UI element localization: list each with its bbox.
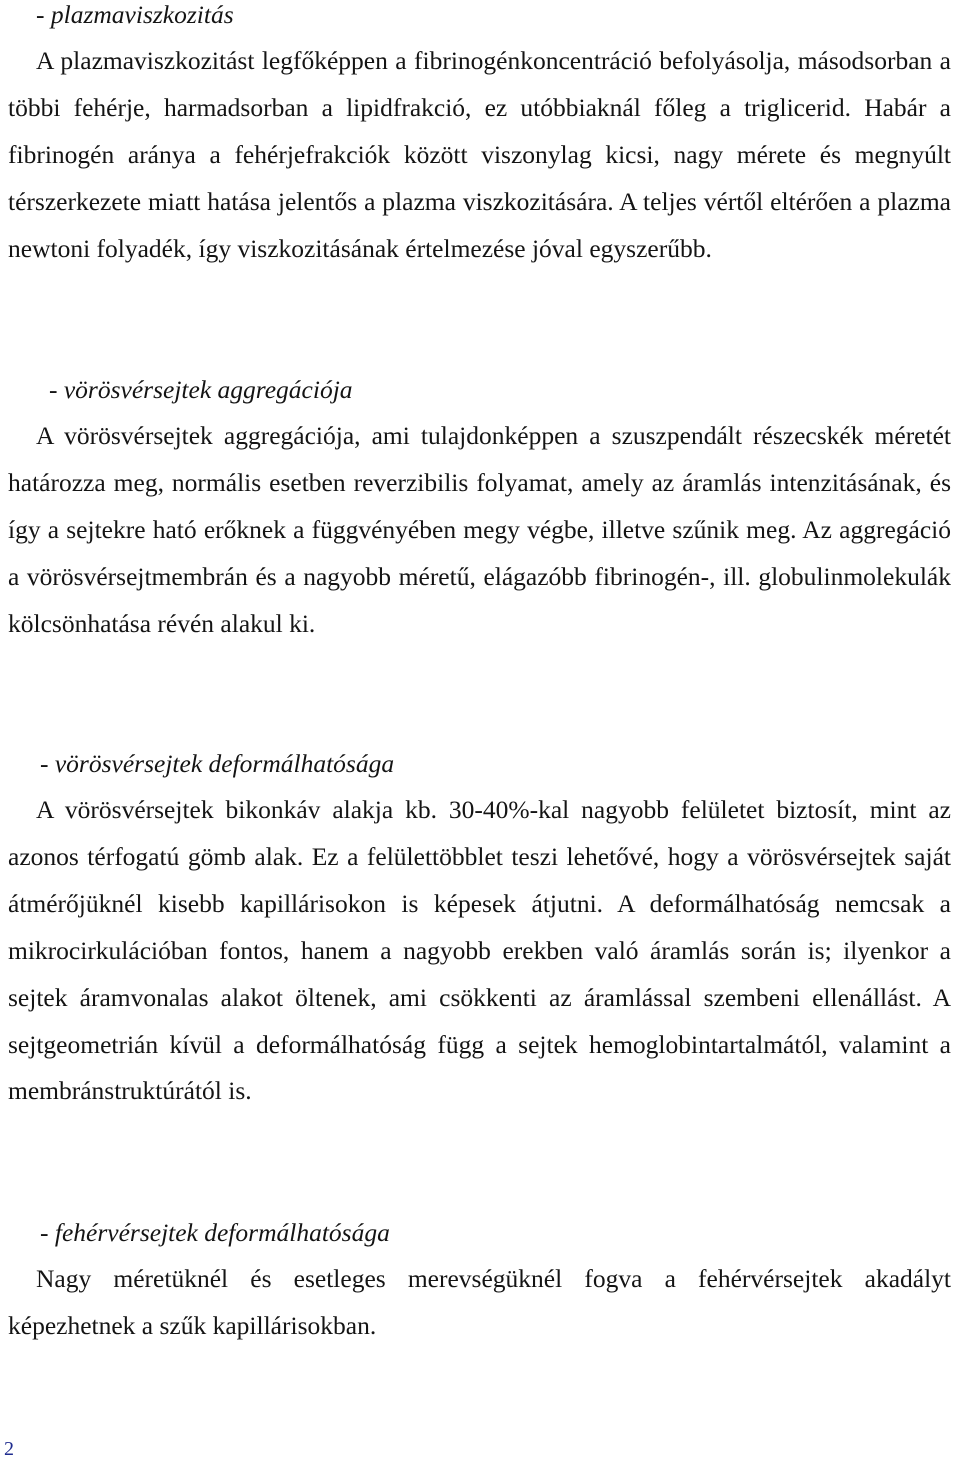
section-rbc-aggregation <box>8 366 951 648</box>
page-number: 2 <box>4 1438 14 1460</box>
section-paragraph: A vörösvérsejtek aggregációja, ami tulajdonképpen a szuszpendált részecskék méretét határozza meg, normális esetben reverzibilis folyamat, amely az áramlás intenzitásának, és így a sejtekre ható erőknek a függvényében megy végbe, illetve szűnik meg. Az aggregáció a vörösvérsejtmembrán és a nagyobb méretű, elágazóbb fibrinogén-, ill. globulinmolekulák kölcsönhatása révén alakul ki. <box>8 421 951 638</box>
section-heading: - fehérvérsejtek deformálhatósága <box>40 1218 390 1247</box>
section-wbc-deformability <box>8 1209 951 1350</box>
section-plasma-viscosity <box>8 0 951 273</box>
section-paragraph: A plazmaviszkozitást legfőképpen a fibrinogénkoncentráció befolyásolja, másodsorban a többi fehérje, harmadsorban a lipidfrakció, ez utóbbiaknál főleg a triglicerid. Habár a fibrinogén aránya a fehérjefrakciók között viszonylag kicsi, nagy mérete és megnyúlt térszerkezete miatt hatása jelentős a plazma viszkozitására. A teljes vértől eltérően a plazma newtoni folyadék, így viszkozitásának értelmezése jóval egyszerűbb. <box>8 46 951 263</box>
section-rbc-deformability <box>8 740 951 1115</box>
section-heading: - vörösvérsejtek aggregációja <box>49 375 353 404</box>
section-paragraph: Nagy méretüknél és esetleges merevségüknél fogva a fehérvérsejtek akadályt képezhetnek a szűk kapillárisokban. <box>8 1264 951 1340</box>
section-heading: - plazmaviszkozitás <box>36 0 234 29</box>
section-heading: - vörösvérsejtek deformálhatósága <box>40 749 395 778</box>
section-paragraph: A vörösvérsejtek bikonkáv alakja kb. 30-40%-kal nagyobb felületet biztosít, mint az azonos térfogatú gömb alak. Ez a felülettöbblet teszi lehetővé, hogy a vörösvérsejtek saját átmérőjüknél kisebb kapillárisokon is képesek átjutni. A deformálhatóság nemcsak a mikrocirkulációban fontos, hanem a nagyobb erekben való áramlás során is; ilyenkor a sejtek áramvonalas alakot öltenek, ami csökkenti az áramlással szembeni ellenállást. A sejtgeometrián kívül a deformálhatóság függ a sejtek hemoglobintartalmától, valamint a membránstruktúrától is. <box>8 795 951 1106</box>
